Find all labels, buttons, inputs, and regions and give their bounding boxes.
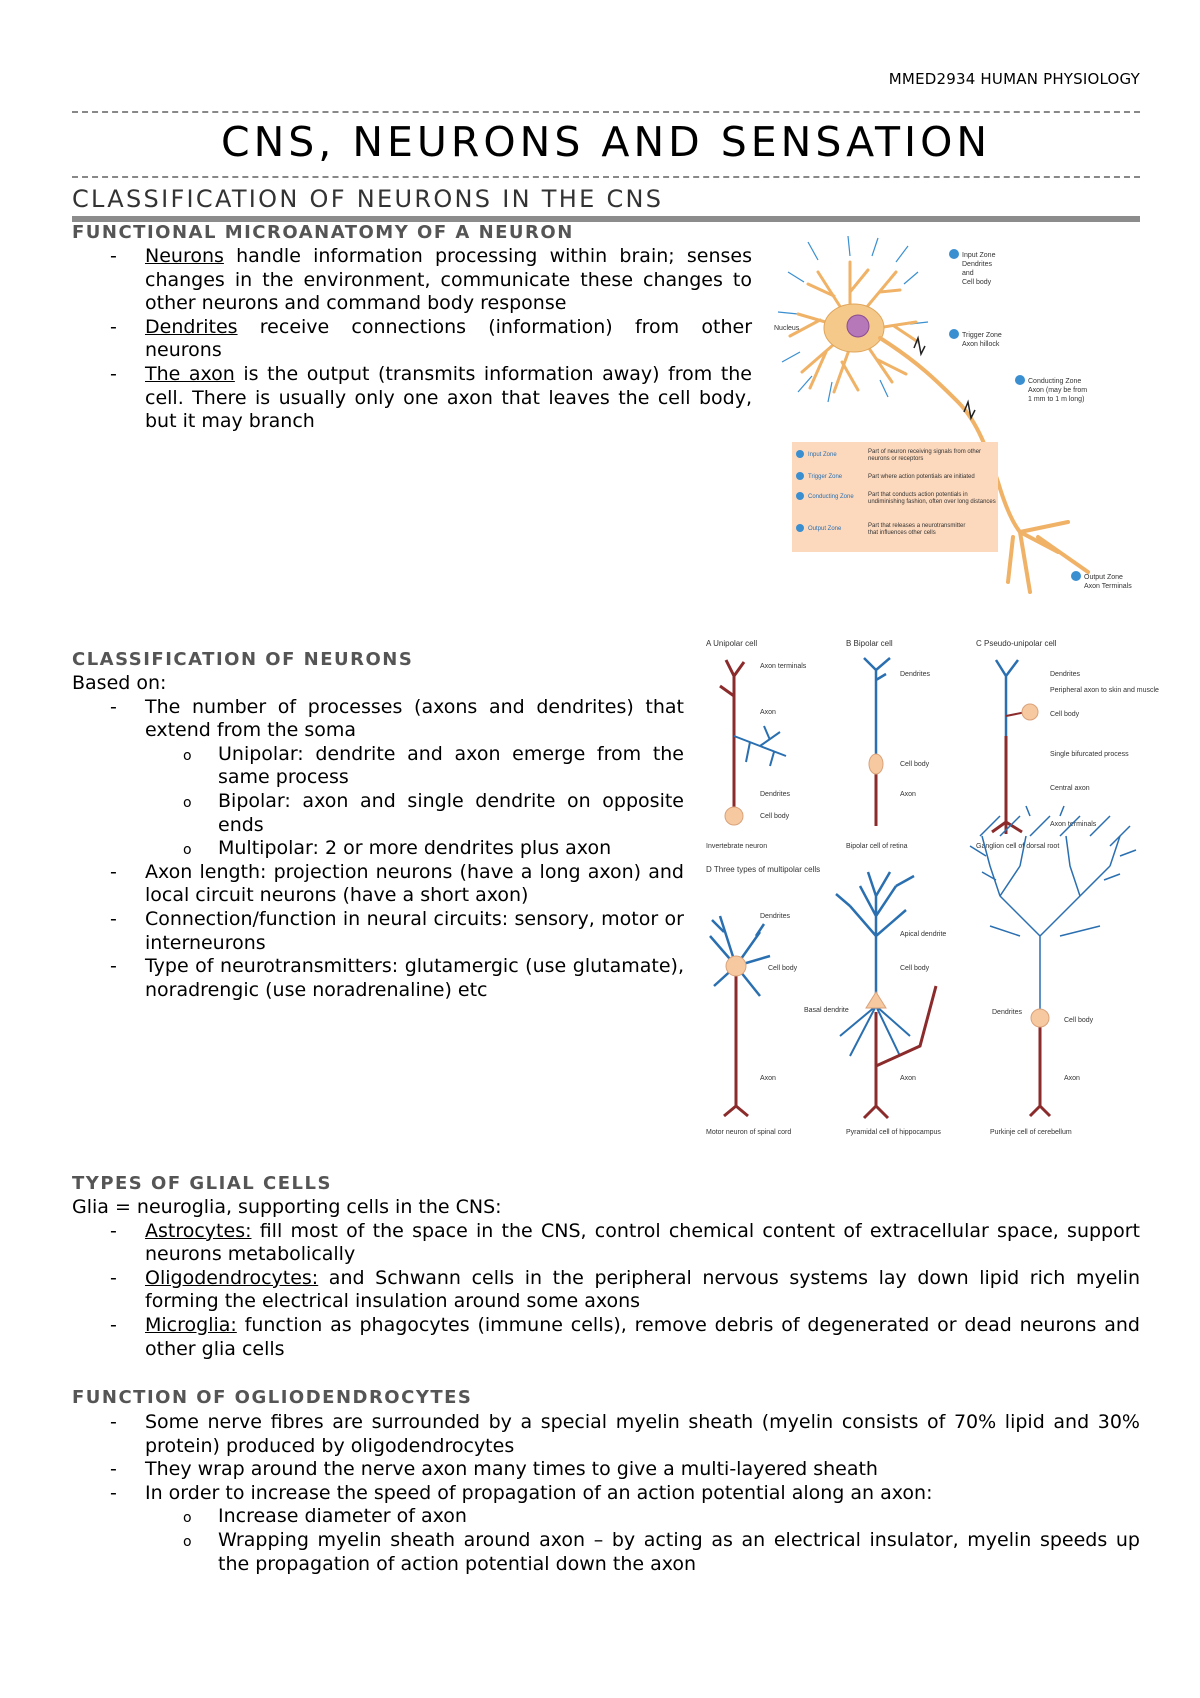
d2-label-basal-dendrite: Basal dendrite xyxy=(804,1007,849,1014)
list-item xyxy=(72,1220,1140,1267)
list-item-text: The number of processes (axons and dendrites) that extend from the soma xyxy=(145,695,684,742)
c-label-peripheral-axon: Peripheral axon to skin and muscle xyxy=(1050,687,1159,694)
classification-intro: Based on: xyxy=(72,672,167,694)
output-zone-label: Output Zone xyxy=(1084,574,1123,581)
microanatomy-list xyxy=(72,245,752,434)
input-zone-label: Input Zone xyxy=(962,252,996,259)
section-heading: CLASSIFICATION OF NEURONS IN THE CNS xyxy=(72,185,664,213)
d2-label-apical-dendrite: Apical dendrite xyxy=(900,931,947,938)
purkinje-cell xyxy=(970,806,1136,1016)
list-item-text: fill most of the space in the CNS, control chemical content of extracellular space, support neurons metabolically xyxy=(145,1219,1140,1266)
trigger-zone-sub: Axon hillock xyxy=(962,341,1000,348)
zone-table-output-desc2: that influences other cells xyxy=(868,530,936,536)
glia-heading: TYPES OF GLIAL CELLS xyxy=(72,1173,332,1194)
panel-b-title: B Bipolar cell xyxy=(846,639,893,648)
list-item: - Some nerve fibres are surrounded by a special myelin sheath (myelin consists of 70% lipid and 30% protein) produced by oligodendrocytes xyxy=(72,1411,1140,1458)
b-caption: Bipolar cell of retina xyxy=(846,843,908,850)
d2-caption: Pyramidal cell of hippocampus xyxy=(846,1129,941,1136)
d2-label-axon: Axon xyxy=(900,1075,916,1082)
output-zone-sub: Axon Terminals xyxy=(1084,583,1132,590)
purkinje-body-axon xyxy=(1030,1009,1050,1116)
zone-table-output: Output Zone xyxy=(808,526,842,532)
list-item-text: is the output (transmits information away) from the cell. There is usually only one axon that leaves the cell body, but it may branch xyxy=(145,362,752,433)
c-label-axon-terminals: Axon terminals xyxy=(1050,821,1097,828)
sublist xyxy=(145,743,684,861)
sublist-item: o Increase diameter of axon xyxy=(145,1505,1140,1529)
nucleus xyxy=(847,315,869,337)
zone-table-output-desc1: Part that releases a neurotransmitter xyxy=(868,523,966,529)
zone-table-input-desc1: Part of neuron receiving signals from other xyxy=(868,449,982,455)
list-item-text: function as phagocytes (immune cells), remove debris of degenerated or dead neurons and other glia cells xyxy=(145,1313,1140,1360)
zone-table-input: Input Zone xyxy=(808,452,837,458)
pseudo-unipolar-cell xyxy=(992,660,1038,834)
a-caption: Invertebrate neuron xyxy=(706,843,768,850)
microanatomy-heading: FUNCTIONAL MICROANATOMY OF A NEURON xyxy=(72,222,574,243)
classification-heading: CLASSIFICATION OF NEURONS xyxy=(72,649,414,670)
oligo-heading: FUNCTION OF OGLIODENDROCYTES xyxy=(72,1387,473,1408)
d1-label-dendrites: Dendrites xyxy=(760,913,790,920)
glia-body xyxy=(72,1196,1140,1361)
input-zone-sub2: and xyxy=(962,270,974,277)
list-item-text: and Schwann cells in the peripheral nervous systems lay down lipid rich myelin forming the electrical insulation around some axons xyxy=(145,1266,1140,1313)
nucleus-label: Nucleus xyxy=(774,325,800,332)
zone-table-conducting-desc1: Part that conducts action potentials in xyxy=(868,492,968,498)
zone-table-trigger-desc1: Part where action potentials are initiated xyxy=(868,474,975,480)
panel-c-title: C Pseudo-unipolar cell xyxy=(976,639,1057,648)
term-oligodendrocytes: Oligodendrocytes: xyxy=(145,1266,319,1289)
c-label-dendrites: Dendrites xyxy=(1050,671,1080,678)
panel-d-title: D Three types of multipolar cells xyxy=(706,865,821,874)
list-item xyxy=(72,1314,1140,1361)
course-code: MMED2934 HUMAN PHYSIOLOGY xyxy=(888,70,1140,88)
pyramidal-cell xyxy=(836,872,936,1118)
b-label-cell-body: Cell body xyxy=(900,761,930,768)
term-axon: The axon xyxy=(145,362,235,385)
title-bottom-rule xyxy=(72,176,1140,178)
zone-table-conducting-desc2: undiminishing fashion, often over long distances xyxy=(868,499,996,505)
sublist-item: o Multipolar: 2 or more dendrites plus axon xyxy=(145,837,684,861)
input-zone-sub3: Cell body xyxy=(962,279,992,286)
conducting-zone-sub2: 1 mm to 1 m long) xyxy=(1028,396,1085,403)
bipolar-cell xyxy=(864,658,890,826)
term-microglia: Microglia: xyxy=(145,1313,237,1336)
conducting-zone-sub1: Axon (may be from xyxy=(1028,387,1088,394)
classification-body xyxy=(72,672,684,1002)
sublist-item: o Wrapping myelin sheath around axon – by acting as an electrical insulator, myelin speeds up the propagation of action potential down the axon xyxy=(145,1529,1140,1576)
c-caption: Ganglion cell of dorsal root xyxy=(976,843,1060,850)
title-top-rule xyxy=(72,111,1140,113)
d3-label-cell-body: Cell body xyxy=(1064,1017,1094,1024)
a-label-cell-body: Cell body xyxy=(760,813,790,820)
c-label-central-axon: Central axon xyxy=(1050,785,1090,792)
term-neurons: Neurons xyxy=(145,245,224,267)
list-item: - Axon length: projection neurons (have a long axon) and local circuit neurons (have a short axon) xyxy=(72,861,684,908)
list-item: - Connection/function in neural circuits: sensory, motor or interneurons xyxy=(72,908,684,955)
neuron-types-figure xyxy=(700,636,1159,1144)
neuron-zones-figure xyxy=(768,232,1140,604)
list-item xyxy=(72,1267,1140,1314)
a-label-axon: Axon xyxy=(760,709,776,716)
term-dendrites: Dendrites xyxy=(145,315,238,338)
zone-table-trigger: Trigger Zone xyxy=(808,474,843,480)
conducting-zone-label: Conducting Zone xyxy=(1028,378,1082,385)
c-label-bifurcated: Single bifurcated process xyxy=(1050,751,1129,758)
d1-label-axon: Axon xyxy=(760,1075,776,1082)
list-item: - Type of neurotransmitters: glutamergic (use glutamate), noradrengic (use noradrenaline) etc xyxy=(72,955,684,1002)
motor-neuron xyxy=(710,916,770,1116)
panel-a-title: A Unipolar cell xyxy=(706,639,758,648)
input-zone-sub1: Dendrites xyxy=(962,261,992,268)
zone-table-input-desc2: neurons or receptors xyxy=(868,456,924,462)
b-label-axon: Axon xyxy=(900,791,916,798)
list-item xyxy=(72,363,752,434)
page-title: CNS, NEURONS AND SENSATION xyxy=(220,118,992,166)
unipolar-cell xyxy=(720,660,786,825)
list-item: - They wrap around the nerve axon many times to give a multi-layered sheath xyxy=(72,1458,1140,1482)
sublist xyxy=(145,1505,1140,1576)
d3-caption: Purkinje cell of cerebellum xyxy=(990,1129,1072,1136)
list-item-text: receive connections (information) from other neurons xyxy=(145,315,752,362)
sublist-item: o Bipolar: axon and single dendrite on opposite ends xyxy=(145,790,684,837)
b-label-dendrites: Dendrites xyxy=(900,671,930,678)
d1-label-cell-body: Cell body xyxy=(768,965,798,972)
d1-caption: Motor neuron of spinal cord xyxy=(706,1129,792,1136)
d2-label-cell-body: Cell body xyxy=(900,965,930,972)
list-item-text: handle information processing within brain; senses changes in the environment, communicate these changes to other neurons and command body response xyxy=(145,245,752,315)
d3-label-dendrites: Dendrites xyxy=(992,1009,1022,1016)
a-label-dendrites: Dendrites xyxy=(760,791,790,798)
d3-label-axon: Axon xyxy=(1064,1075,1080,1082)
list-item-text: In order to increase the speed of propagation of an action potential along an axon: xyxy=(145,1481,933,1504)
list-item xyxy=(72,245,752,316)
c-label-cell-body: Cell body xyxy=(1050,711,1080,718)
glia-intro: Glia = neuroglia, supporting cells in the CNS: xyxy=(72,1196,502,1218)
sublist-item: o Unipolar: dendrite and axon emerge from the same process xyxy=(145,743,684,790)
term-astrocytes: Astrocytes: xyxy=(145,1219,252,1242)
zone-table-conducting: Conducting Zone xyxy=(808,494,854,500)
oligo-body xyxy=(72,1411,1140,1576)
list-item xyxy=(72,316,752,363)
list-item xyxy=(72,696,684,861)
list-item xyxy=(72,1482,1140,1576)
trigger-zone-label: Trigger Zone xyxy=(962,332,1002,339)
a-label-axon-terminals: Axon terminals xyxy=(760,663,807,670)
